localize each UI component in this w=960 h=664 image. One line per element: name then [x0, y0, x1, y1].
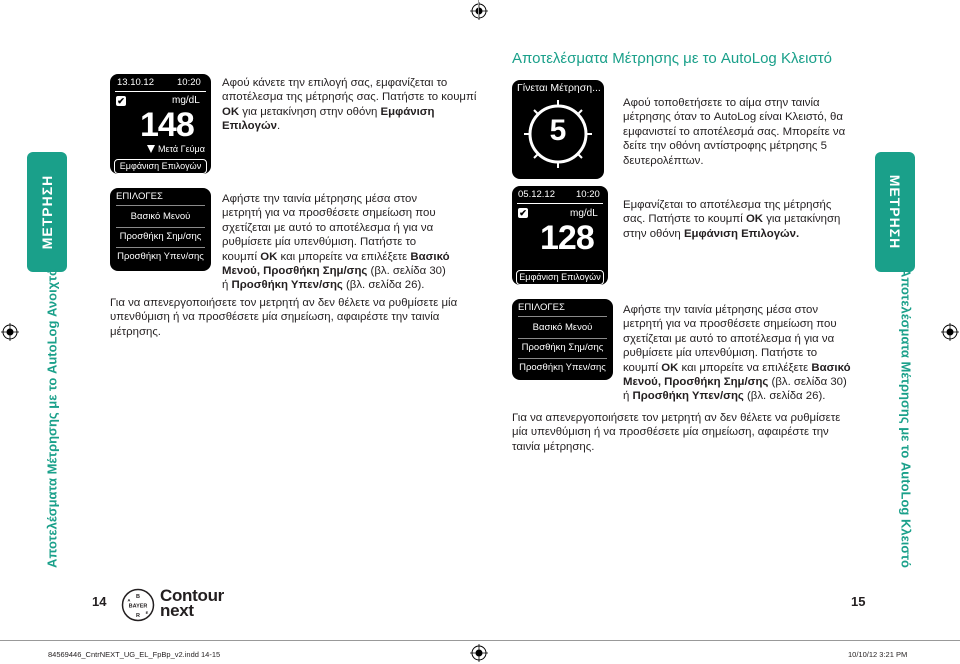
section-tab-right: [875, 152, 915, 272]
svg-text:A: A: [127, 597, 131, 603]
text-segment: για μετακίνηση στην οθόνη: [242, 105, 378, 118]
menu-item-add-reminder[interactable]: Προσθήκη Υπεν/σης: [117, 251, 204, 262]
meter-screen-options: [110, 188, 211, 271]
svg-text:BAYER: BAYER: [128, 603, 148, 610]
meter-screen-countdown: [512, 80, 604, 179]
meter-screen-options: [512, 299, 613, 380]
screen-time: 10:20: [177, 77, 201, 88]
left-text-3: Για να απενεργοποιήσετε τον μετρητή αν δεν θέλετε να ρυθμίσετε μία υπενθύμιση ή να προσθέσετε μία σημείωση, αφαιρέστε την ταινία μέτρησης.: [110, 297, 458, 338]
text-bold: OK: [745, 213, 764, 226]
left-text-2: [222, 192, 454, 293]
text-bold: Βασικό Μενού, Προσθήκη Σημ/σης: [623, 361, 851, 389]
text-segment: και μπορείτε να επιλέξετε: [280, 250, 408, 263]
screen-divider: [115, 91, 206, 92]
vertical-title-left: Αποτελέσματα Μέτρησης με το AutoLog Ανοιχτό: [44, 268, 60, 568]
text-bold: Εμφάνιση Επιλογών.: [683, 227, 800, 240]
text-segment: Εμφανίζεται το αποτέλεσμα της μέτρησής σας. Πατήστε το κουμπί: [623, 199, 832, 226]
text-segment: Αφήστε την ταινία μέτρησης μέσα στον μετρητή για να προσθέσετε σημείωση που σχετίζεται με αυτό το αποτέλεσμα ή για να ρυθμίσετε μία υπενθύμιση. Πατήστε το κουμπί: [222, 193, 436, 263]
text-bold: Βασικό Μενού, Προσθήκη Σημ/σης: [222, 250, 450, 278]
screen-divider: [517, 203, 603, 204]
menu-item-add-note[interactable]: Προσθήκη Σημ/σης: [119, 231, 202, 242]
show-options-button[interactable]: Εμφάνιση Επιλογών: [114, 159, 207, 174]
menu-item-main-menu[interactable]: Βασικό Μενού: [532, 322, 593, 333]
text-segment: Αφήστε την ταινία μέτρησης μέσα στον μετρητή για να προσθέσετε σημείωση που σχετίζεται με αυτό το αποτέλεσμα ή για να ρυθμίσετε μία υπενθύμιση. Πατήστε το κουμπί: [623, 304, 837, 374]
check-icon: ✔: [519, 208, 527, 218]
check-icon: ✔: [117, 96, 125, 106]
right-text-3: [623, 303, 855, 404]
text-bold: Προσθήκη Υπεν/σης: [231, 279, 343, 292]
text-segment: Αφού κάνετε την επιλογή σας, εμφανίζεται το αποτέλεσμα της μέτρησής σας. Πατήστε το κουμπί: [222, 77, 477, 104]
text-bold: OK: [222, 105, 240, 118]
crop-line: [478, 0, 479, 18]
section-tab-label: ΜΕΤΡΗΣΗ: [39, 174, 55, 250]
svg-text:E: E: [145, 610, 149, 615]
menu-item-add-note[interactable]: Προσθήκη Σημ/σης: [521, 342, 604, 353]
text-segment: (βλ. σελίδα 30) ή: [222, 265, 446, 292]
crop-line: [0, 640, 960, 641]
right-text-4: Για να απενεργοποιήσετε τον μετρητή αν δεν θέλετε να ρυθμίσετε μία υπενθύμιση ή να προσθέσετε μία σημείωση, αφαιρέστε την ταινία μέτρησης.: [512, 412, 841, 453]
options-title: ΕΠΙΛΟΓΕΣ: [116, 191, 163, 202]
registration-mark-icon: [941, 323, 959, 341]
text-segment: και μπορείτε να επιλέξετε: [681, 361, 809, 374]
vertical-title-right: Αποτελέσματα Μέτρησης με το AutoLog Κλειστό: [898, 268, 914, 568]
screen-meal-label: Μετά Γεύμα: [158, 144, 205, 154]
text-bold: OK: [260, 250, 278, 263]
text-bold: Εμφάνιση Επιλογών: [222, 105, 435, 133]
text-segment: (βλ. σελίδα 30) ή: [623, 376, 847, 403]
screen-title: Γίνεται Μέτρηση...: [517, 82, 601, 94]
meter-screen-result: [512, 186, 608, 285]
right-text-2: [623, 198, 855, 241]
after-meal-icon: [146, 144, 156, 154]
show-options-button[interactable]: Εμφάνιση Επιλογών: [516, 270, 604, 285]
text-segment: (βλ. σελίδα 26).: [346, 279, 425, 292]
page-title: Αποτελέσματα Μέτρησης με το AutoLog Κλειστό: [512, 50, 832, 67]
screen-unit: mg/dL: [570, 208, 598, 219]
section-tab-left: [27, 152, 67, 272]
screen-date: 13.10.12: [117, 77, 154, 88]
menu-divider: [116, 205, 205, 206]
page-number-right: 15: [851, 594, 866, 609]
registration-mark-icon: [470, 2, 488, 20]
menu-divider: [518, 316, 607, 317]
screen-value: 148: [140, 106, 194, 144]
footer-file-info: 84569446_CntrNEXT_UG_EL_FpBp_v2.indd 14-15: [48, 650, 221, 659]
brand-next: next: [160, 601, 194, 620]
text-bold: Προσθήκη Υπεν/σης: [632, 390, 744, 403]
screen-date: 05.12.12: [518, 189, 555, 200]
screen-unit: mg/dL: [172, 95, 200, 106]
meter-screen-result: [110, 74, 211, 174]
footer-date: 10/10/12 3:21 PM: [848, 650, 908, 659]
options-title: ΕΠΙΛΟΓΕΣ: [518, 302, 565, 313]
registration-mark-icon: [470, 644, 488, 662]
menu-item-add-reminder[interactable]: Προσθήκη Υπεν/σης: [519, 362, 606, 373]
left-text-1: Αφού κάνετε την επιλογή σας, εμφανίζεται το αποτέλεσμα της μέτρησής σας. Πατήστε το κουμπί OK για μετακίνηση στην οθόνη Εμφάνιση Επιλογών.: [222, 77, 477, 133]
registration-mark-icon: [1, 323, 19, 341]
contour-next-logo: [160, 586, 232, 620]
bayer-logo-icon: [121, 588, 155, 622]
countdown-value: 5: [549, 114, 567, 147]
svg-text:R: R: [136, 613, 140, 619]
screen-time: 10:20: [576, 189, 600, 200]
page-number-left: 14: [92, 594, 107, 609]
svg-text:B: B: [136, 594, 140, 600]
brand-contour: Contour: [160, 586, 224, 605]
text-segment: για μετακίνηση στην οθόνη: [623, 213, 841, 240]
screen-value: 128: [540, 219, 594, 257]
right-text-1: Αφού τοποθετήσετε το αίμα στην ταινία μέτρησης όταν το AutoLog είναι Κλειστό, θα εμφανιστεί το αποτέλεσμά σας. Μπορείτε να δείτε την οθόνη αντίστροφης μέτρησης 5 δευτερολέπτων.: [623, 97, 846, 167]
text-bold: OK: [661, 361, 679, 374]
menu-item-main-menu[interactable]: Βασικό Μενού: [130, 211, 191, 222]
section-tab-label: ΜΕΤΡΗΣΗ: [887, 174, 903, 250]
text-segment: (βλ. σελίδα 26).: [747, 390, 826, 403]
